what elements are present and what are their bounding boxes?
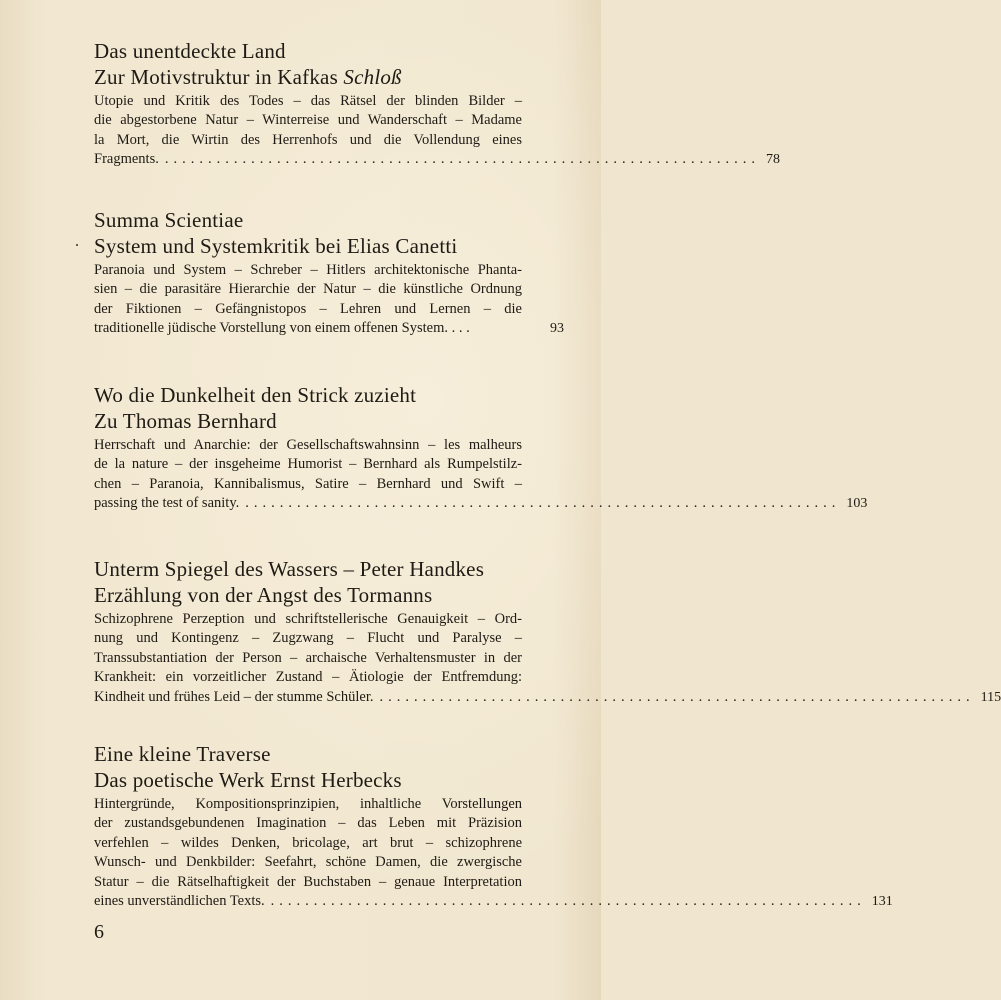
toc-entry-5 [94, 741, 893, 911]
description-line: Transsubstantiation der Person – archaische Verhaltensmuster in der [94, 649, 522, 666]
entry-description [94, 436, 868, 514]
entry-subtitle [94, 233, 564, 259]
entry-title: Das unentdeckte Land [94, 39, 286, 63]
page-reference[interactable]: 93 [550, 321, 564, 337]
entry-subtitle-text: Erzählung von der Angst des Tormanns [94, 583, 433, 607]
description-line: eines unverständlichen Texts. [94, 893, 265, 910]
entry-title: Unterm Spiegel des Wassers – Peter Handkes [94, 557, 485, 581]
ink-speck [76, 244, 78, 246]
dot-leader: ..................................................................... [245, 495, 841, 512]
description-line: nung und Kontingenz – Zugzwang – Flucht und Paralyse – [94, 630, 522, 647]
entry-description [94, 795, 893, 911]
toc-entry-1 [94, 38, 780, 170]
entry-subtitle [94, 64, 564, 90]
dot-leader: ..................................................................... [164, 151, 760, 168]
entry-title: Eine kleine Traverse [94, 742, 271, 766]
description-line: Kindheit und frühes Leid – der stumme Schüler. [94, 688, 374, 705]
description-last-line [94, 688, 1001, 707]
description-line: die abgestorbene Natur – Winterreise und Wanderschaft – Madame [94, 112, 522, 129]
entry-subtitle-text: System und Systemkritik bei Elias Canetti [94, 234, 458, 258]
description-last-line [94, 150, 780, 169]
description-line: de la nature – der insgeheime Humorist – Bernhard als Rumpelstilz- [94, 456, 522, 473]
entry-subtitle [94, 767, 564, 793]
description-line: sien – die parasitäre Hierarchie der Natur – die künstliche Ordnung [94, 281, 522, 298]
description-line: Paranoia und System – Schreber – Hitlers architektonische Phanta- [94, 262, 522, 278]
page-reference[interactable]: 115 [980, 689, 1001, 705]
entry-description [94, 92, 780, 170]
description-line: verfehlen – wildes Denken, bricolage, art brut – schizophrene [94, 834, 522, 851]
dot-leader: ..................................................................... [379, 688, 975, 705]
entry-subtitle-text: Zu Thomas Bernhard [94, 409, 277, 433]
description-line: Statur – die Rätselhaftigkeit der Buchstaben – genaue Interpretation [94, 873, 522, 890]
entry-description [94, 261, 564, 339]
description-line: Hintergründe, Kompositionsprinzipien, inhaltliche Vorstellungen [94, 796, 522, 812]
entry-subtitle [94, 582, 564, 608]
description-line: traditionelle jüdische Vorstellung von einem offenen System. . . . [94, 320, 470, 337]
description-line: chen – Paranoia, Kannibalismus, Satire – Bernhard und Swift – [94, 475, 522, 492]
entry-title: Wo die Dunkelheit den Strick zuzieht [94, 383, 417, 407]
description-line: Utopie und Kritik des Todes – das Rätsel der blinden Bilder – [94, 93, 522, 109]
entry-title: Summa Scientiae [94, 208, 244, 232]
entry-description [94, 610, 1001, 707]
description-line: der Fiktionen – Gefängnistopos – Lehren und Lernen – die [94, 300, 522, 317]
page-reference[interactable]: 131 [871, 894, 893, 910]
description-last-line [94, 319, 564, 338]
entry-subtitle-italic: Schloß [343, 65, 402, 89]
description-line: der zustandsgebundenen Imagination – das Leben mit Präzision [94, 815, 522, 832]
toc-entry-3 [94, 382, 868, 514]
entry-subtitle-text: Das poetische Werk Ernst Herbecks [94, 768, 402, 792]
page-number: 6 [94, 921, 104, 943]
entry-subtitle [94, 408, 564, 434]
toc-entry-4 [94, 556, 1001, 707]
description-line: Krankheit: ein vorzeitlicher Zustand – Ätiologie der Entfremdung: [94, 669, 522, 686]
description-line: la Mort, die Wirtin des Herrenhofs und die Vollendung eines [94, 131, 522, 148]
toc-entry-2 [94, 207, 564, 339]
description-line: Herrschaft und Anarchie: der Gesellschaftswahnsinn – les malheurs [94, 437, 522, 453]
description-line: passing the test of sanity. [94, 495, 240, 512]
description-line: Schizophrene Perzeption und schriftstellerische Genauigkeit – Ord- [94, 611, 522, 627]
page-reference[interactable]: 103 [846, 496, 868, 512]
description-last-line [94, 494, 868, 513]
description-line: Fragments. [94, 151, 159, 168]
description-line: Wunsch- und Denkbilder: Seefahrt, schöne Damen, die zwergische [94, 854, 522, 871]
entry-subtitle-text: Zur Motivstruktur in Kafkas [94, 65, 344, 89]
dot-leader: ..................................................................... [270, 893, 866, 910]
page-reference[interactable]: 78 [765, 152, 780, 168]
description-last-line [94, 892, 893, 911]
